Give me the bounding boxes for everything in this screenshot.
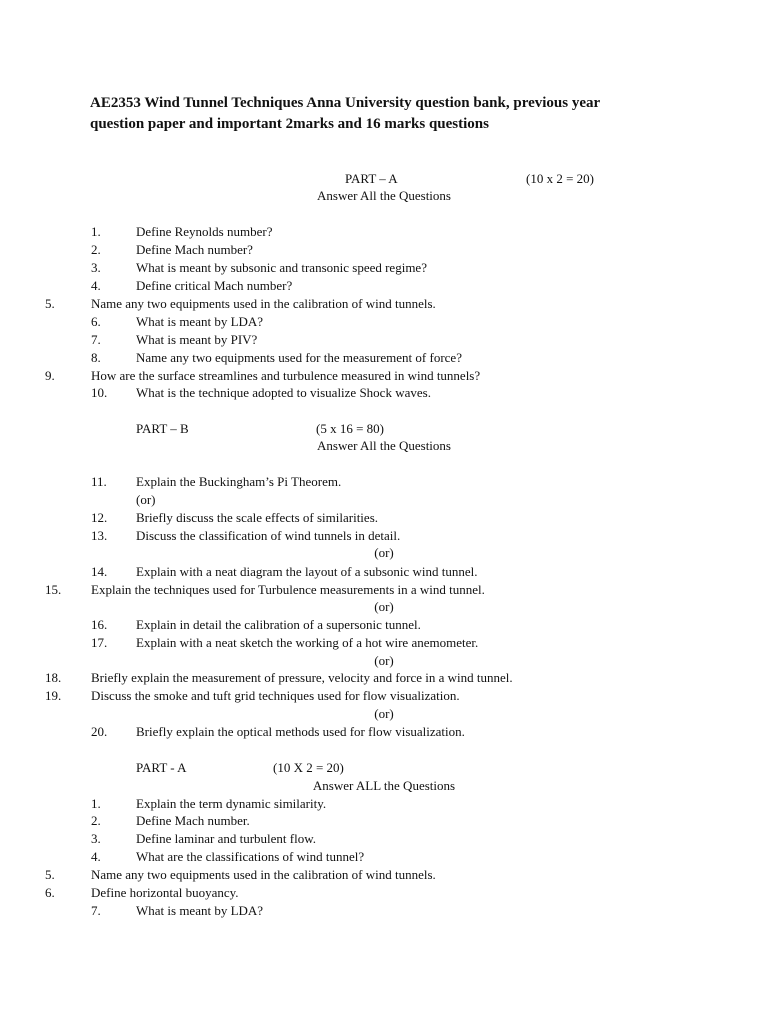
question-text: Explain with a neat diagram the layout of a subsonic wind tunnel. — [136, 564, 478, 579]
question-text: Define Reynolds number? — [136, 224, 273, 239]
title-line-1: AE2353 Wind Tunnel Techniques Anna University question bank, previous year — [90, 95, 601, 111]
question-text: What is meant by LDA? — [136, 903, 264, 918]
question-number: 1. — [91, 796, 101, 811]
question-text: Name any two equipments used for the measurement of force? — [136, 350, 462, 365]
part-a2-instruction: Answer ALL the Questions — [312, 778, 456, 793]
question-number: 19. — [45, 688, 62, 703]
or-separator: (or) — [374, 653, 394, 668]
question-number: 20. — [91, 724, 108, 739]
question-text: How are the surface streamlines and turbulence measured in wind tunnels? — [91, 368, 481, 383]
part-a2-label: PART - A — [136, 760, 187, 775]
question-number: 10. — [91, 385, 108, 400]
question-text: What is the technique adopted to visualize Shock waves. — [136, 385, 431, 400]
question-number: 3. — [91, 831, 101, 846]
question-text: Explain the techniques used for Turbulence measurements in a wind tunnel. — [91, 582, 485, 597]
or-separator: (or) — [374, 599, 394, 614]
question-number: 2. — [91, 242, 101, 257]
question-number: 7. — [91, 903, 101, 918]
question-number: 6. — [45, 885, 55, 900]
question-text: Explain in detail the calibration of a supersonic tunnel. — [136, 617, 421, 632]
or-separator: (or) — [374, 706, 394, 721]
question-text: Define Mach number. — [136, 813, 250, 828]
question-number: 2. — [91, 813, 101, 828]
question-number: 8. — [91, 350, 101, 365]
question-text: Discuss the smoke and tuft grid techniques used for flow visualization. — [91, 688, 460, 703]
title-line-2: question paper and important 2marks and 16 marks questions — [90, 116, 489, 132]
question-number: 18. — [45, 670, 62, 685]
question-number: 9. — [45, 368, 55, 383]
question-text: Define Mach number? — [136, 242, 253, 257]
question-number: 4. — [91, 849, 101, 864]
or-separator: (or) — [136, 492, 156, 507]
question-text: What are the classifications of wind tunnel? — [136, 849, 365, 864]
question-number: 6. — [91, 314, 101, 329]
part-b-marks: (5 x 16 = 80) — [316, 421, 384, 436]
part-a-label: PART – A — [345, 171, 398, 186]
document-title — [90, 93, 730, 135]
question-number: 7. — [91, 332, 101, 347]
or-separator: (or) — [374, 545, 394, 560]
question-number: 3. — [91, 260, 101, 275]
question-text: Explain the term dynamic similarity. — [136, 796, 327, 811]
question-number: 15. — [45, 582, 62, 597]
question-text: Explain with a neat sketch the working of a hot wire anemometer. — [136, 635, 479, 650]
question-text: What is meant by PIV? — [136, 332, 258, 347]
question-text: Define horizontal buoyancy. — [91, 885, 239, 900]
part-b-label: PART – B — [136, 421, 189, 436]
question-text: Define laminar and turbulent flow. — [136, 831, 317, 846]
question-number: 5. — [45, 867, 55, 882]
question-number: 16. — [91, 617, 108, 632]
question-text: Define critical Mach number? — [136, 278, 293, 293]
question-text: What is meant by subsonic and transonic speed regime? — [136, 260, 427, 275]
question-number: 17. — [91, 635, 108, 650]
question-text: Name any two equipments used in the calibration of wind tunnels. — [91, 867, 436, 882]
question-number: 5. — [45, 296, 55, 311]
question-text: Discuss the classification of wind tunnels in detail. — [136, 528, 401, 543]
part-a-instruction: Answer All the Questions — [317, 188, 451, 203]
question-text: Name any two equipments used in the calibration of wind tunnels. — [91, 296, 436, 311]
part-b-instruction: Answer All the Questions — [317, 438, 451, 453]
question-text: What is meant by LDA? — [136, 314, 264, 329]
question-text: Explain the Buckingham’s Pi Theorem. — [136, 474, 342, 489]
question-number: 12. — [91, 510, 108, 525]
part-a2-marks: (10 X 2 = 20) — [273, 760, 344, 775]
question-number: 13. — [91, 528, 108, 543]
question-text: Briefly explain the optical methods used for flow visualization. — [136, 724, 465, 739]
question-number: 4. — [91, 278, 101, 293]
part-a-marks: (10 x 2 = 20) — [526, 171, 594, 186]
question-number: 1. — [91, 224, 101, 239]
question-text: Briefly discuss the scale effects of similarities. — [136, 510, 378, 525]
question-number: 14. — [91, 564, 108, 579]
question-text: Briefly explain the measurement of pressure, velocity and force in a wind tunnel. — [91, 670, 513, 685]
question-number: 11. — [91, 474, 107, 489]
